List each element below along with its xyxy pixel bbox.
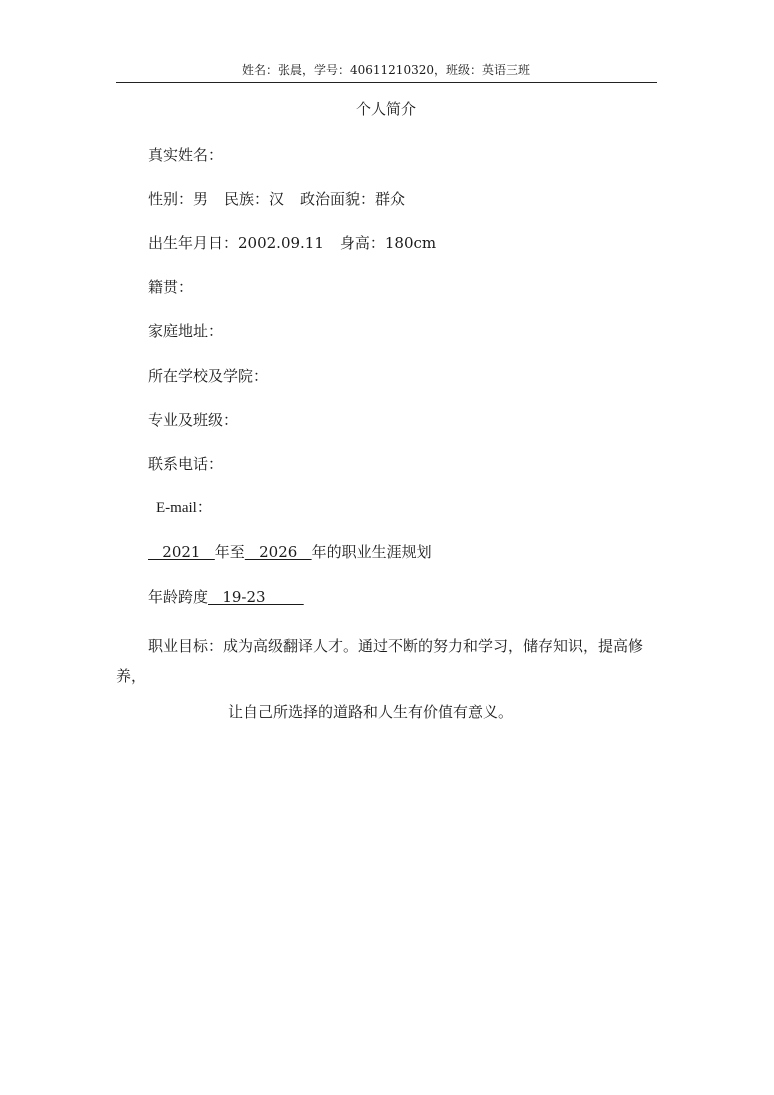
- field-ethnicity: 民族：汉: [224, 190, 285, 208]
- document-title: 个人简介: [355, 100, 416, 118]
- field-gender: 性别：男: [148, 190, 209, 208]
- plan-start-year: 2021: [148, 543, 215, 561]
- page-header: 姓名：张晨，学号：40611210320，班级：英语三班: [242, 63, 530, 77]
- field-political: 政治面貌：群众: [300, 190, 406, 208]
- age-span-line: [148, 587, 304, 607]
- field-native-place: 籍贯：: [148, 278, 194, 296]
- career-goal-paragraph: 职业目标：成为高级翻译人才。通过不断的努力和学习，储存知识，提高修养，: [116, 637, 644, 685]
- field-email: E-mail：: [156, 500, 212, 516]
- field-birth-height: [148, 233, 436, 253]
- field-real-name: 真实姓名：: [148, 146, 224, 164]
- plan-suffix: 年的职业生涯规划: [311, 543, 432, 561]
- header-rule: [116, 82, 657, 83]
- career-goal-continuation: 让自己所选择的道路和人生有价值有意义。: [228, 703, 514, 721]
- field-address: 家庭地址：: [148, 322, 224, 340]
- career-plan-line: [148, 542, 432, 562]
- field-height: 身高：180cm: [339, 234, 437, 252]
- plan-end-year: 2026: [244, 543, 312, 561]
- field-phone: 联系电话：: [148, 455, 224, 473]
- field-gender-ethnicity-political: [148, 189, 405, 209]
- age-span-value: 19-23: [208, 588, 304, 606]
- plan-to-label: 年至: [214, 543, 245, 561]
- age-span-label: 年龄跨度: [148, 588, 209, 606]
- field-birth: 出生年月日：2002.09.11: [148, 234, 324, 252]
- field-major-class: 专业及班级：: [148, 411, 239, 429]
- field-school: 所在学校及学院：: [148, 367, 269, 385]
